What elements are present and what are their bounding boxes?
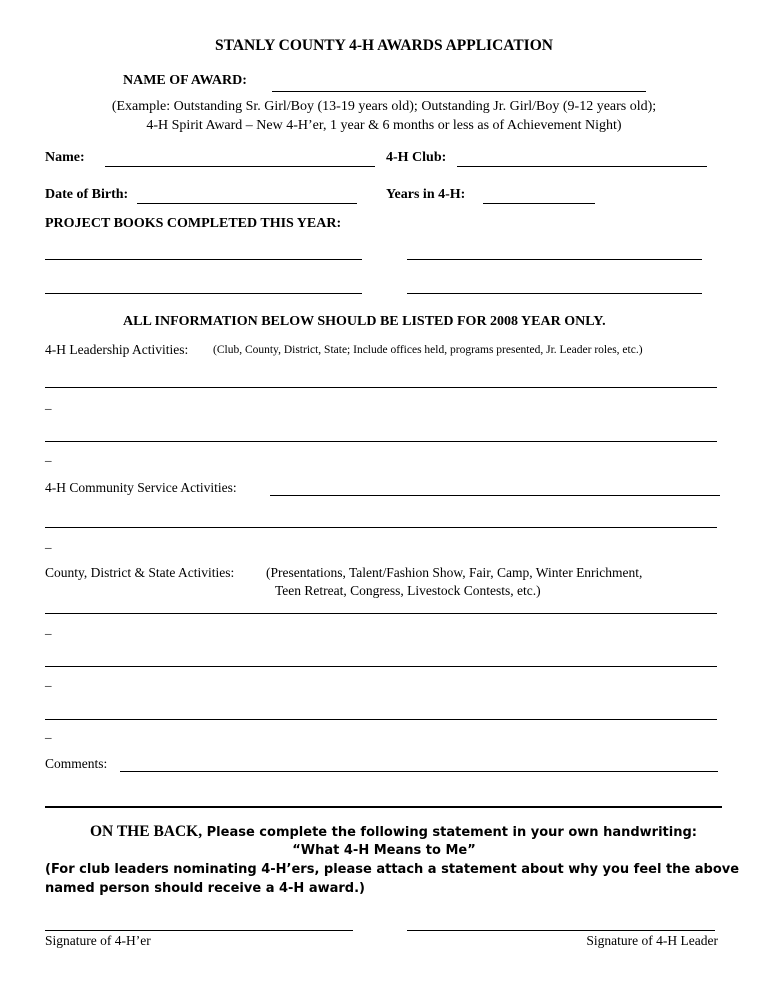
statement-title: “What 4-H Means to Me” (292, 843, 476, 858)
leader-signature-line[interactable] (407, 930, 715, 931)
wrap-dash: _ (45, 448, 52, 463)
example-line-1: (Example: Outstanding Sr. Girl/Boy (13-19 years old); Outstanding Jr. Girl/Boy (9-12 years old); (111, 99, 657, 114)
comments-line[interactable] (45, 806, 722, 808)
leadership-line-1[interactable] (45, 387, 717, 388)
member-signature-label: Signature of 4-H’er (45, 933, 151, 948)
county-line-2[interactable] (45, 666, 717, 667)
community-label: 4-H Community Service Activities: (45, 480, 237, 495)
club-label: 4-H Club: (386, 150, 447, 165)
wrap-dash: _ (45, 535, 52, 550)
project-line[interactable] (45, 259, 362, 260)
county-note-2: Teen Retreat, Congress, Livestock Contests, etc.) (275, 583, 541, 598)
on-the-back-instruction (90, 823, 697, 841)
leadership-label: 4-H Leadership Activities: (45, 342, 189, 357)
dob-field[interactable] (137, 203, 357, 204)
leader-signature-label: Signature of 4-H Leader (586, 933, 718, 948)
leadership-line-2[interactable] (45, 441, 717, 442)
leader-note-1: (For club leaders nominating 4-H’ers, please attach a statement about why you feel the above (45, 862, 740, 877)
wrap-dash: _ (45, 396, 52, 411)
project-line[interactable] (45, 293, 362, 294)
leader-note-2: named person should receive a 4-H award.) (45, 881, 365, 896)
county-line-1[interactable] (45, 613, 717, 614)
wrap-dash: _ (45, 673, 52, 688)
award-field[interactable] (272, 91, 646, 92)
member-signature-line[interactable] (45, 930, 353, 931)
county-note-1: (Presentations, Talent/Fashion Show, Fair, Camp, Winter Enrichment, (266, 565, 643, 580)
years-label: Years in 4-H: (386, 187, 466, 202)
name-label: Name: (45, 150, 85, 165)
comments-label: Comments: (45, 756, 108, 771)
community-line[interactable] (45, 527, 717, 528)
years-field[interactable] (483, 203, 595, 204)
project-books-heading: PROJECT BOOKS COMPLETED THIS YEAR: (45, 216, 342, 231)
dob-label: Date of Birth: (45, 187, 129, 202)
leadership-note: (Club, County, District, State; Include offices held, programs presented, Jr. Leader roles, etc.) (213, 344, 643, 356)
wrap-dash: _ (45, 621, 52, 636)
award-label: NAME OF AWARD: (123, 73, 247, 88)
county-line-3[interactable] (45, 719, 717, 720)
comments-field[interactable] (120, 771, 718, 772)
example-line-2: 4-H Spirit Award – New 4-H’er, 1 year & 6 months or less as of Achievement Night) (146, 118, 622, 133)
project-line[interactable] (407, 293, 702, 294)
community-field[interactable] (270, 495, 720, 496)
page-title: STANLY COUNTY 4-H AWARDS APPLICATION (215, 37, 553, 54)
name-field[interactable] (105, 166, 375, 167)
county-label: County, District & State Activities: (45, 565, 235, 580)
wrap-dash: _ (45, 725, 52, 740)
project-line[interactable] (407, 259, 702, 260)
on-the-back-lead: ON THE BACK, (90, 823, 203, 840)
info-heading: ALL INFORMATION BELOW SHOULD BE LISTED FOR 2008 YEAR ONLY. (123, 314, 606, 329)
on-the-back-rest: Please complete the following statement in your own handwriting: (202, 825, 697, 840)
club-field[interactable] (457, 166, 707, 167)
